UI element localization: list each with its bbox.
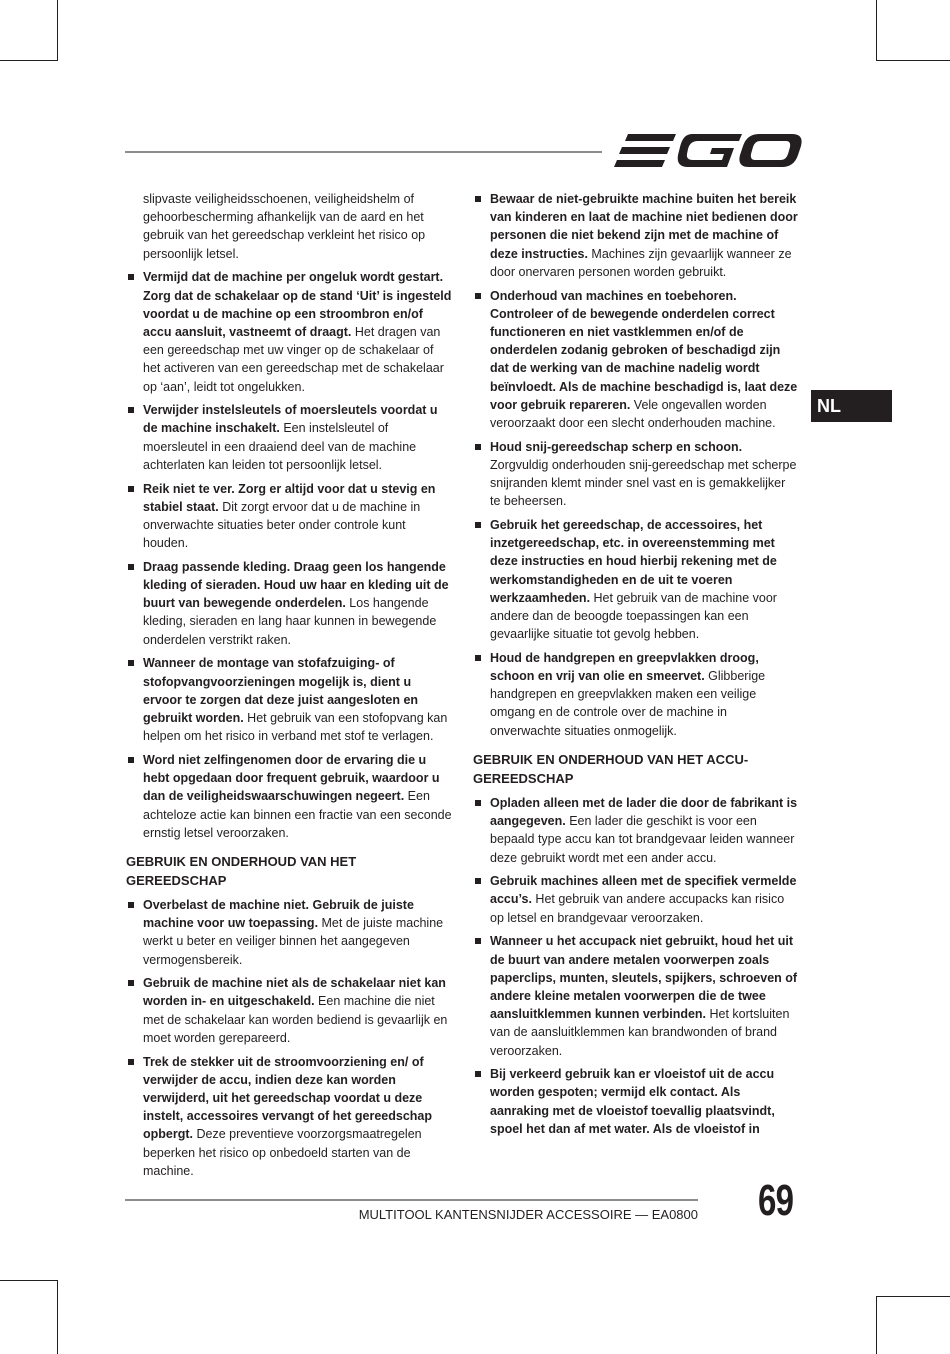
bullet-item	[473, 794, 799, 867]
footer-rule	[125, 1199, 698, 1201]
square-bullet-icon	[475, 800, 481, 806]
bullet-item	[473, 190, 799, 281]
crop-mark	[57, 0, 58, 60]
bullet-bold-text: Gebruik de machine niet als de schakelaar niet kan worden in- en uitgeschakeld.	[143, 976, 446, 1009]
bullet-item	[126, 558, 452, 649]
square-bullet-icon	[128, 757, 134, 763]
crop-mark	[57, 1280, 58, 1354]
square-bullet-icon	[475, 878, 481, 884]
bullet-text: Het gebruik van de machine voor andere dan de beoogde toepassingen kan een gevaarlijke situatie tot gevolg hebben.	[490, 590, 777, 642]
bullet-bold-text: Reik niet te ver. Zorg er altijd voor dat u stevig en stabiel staat.	[143, 481, 436, 514]
bullet-item	[473, 516, 799, 643]
bullet-text: Een machine die niet met de schakelaar kan worden bediend is gevaarlijk en moet worden gerepareerd.	[143, 994, 448, 1045]
ego-logo	[614, 128, 804, 172]
language-tab: NL	[811, 390, 892, 422]
bullet-item	[473, 438, 799, 511]
bullet-item	[126, 401, 452, 474]
bullet-bold-text: Gebruik het gereedschap, de accessoires, het inzetgereedschap, etc. in overeenstemming met deze instructies en houd hierbij rekening met de werkomstandigheden en de uit te voeren werkzaamheden.	[490, 517, 777, 605]
square-bullet-icon	[128, 1059, 134, 1065]
bullet-bold-text: Verwijder instelsleutels of moersleutels voordat u de machine inschakelt.	[143, 403, 438, 436]
bullet-item	[473, 649, 799, 740]
bullet-bold-text: Wanneer de montage van stofafzuiging- of stofopvangvoorzieningen mogelijk is, dient u ervoor te zorgen dat deze juist aangesloten en gebruikt worden.	[143, 656, 419, 725]
paragraph: slipvaste veiligheidsschoenen, veiligheidshelm of gehoorbescherming afhankelijk van de aard en het gebruik van het gereedschap verkleint het risico op persoonlijk letsel.	[143, 192, 426, 261]
square-bullet-icon	[475, 444, 481, 450]
bullet-item	[126, 654, 452, 745]
square-bullet-icon	[475, 293, 481, 299]
square-bullet-icon	[128, 980, 134, 986]
page-number: 69	[758, 1176, 794, 1225]
square-bullet-icon	[128, 564, 134, 570]
square-bullet-icon	[128, 660, 134, 666]
bullet-text: Het kortsluiten van de aansluitklemmen kan brandwonden of brand veroorzaken.	[490, 1007, 790, 1058]
bullet-item	[473, 1065, 799, 1138]
bullet-text: Met de juiste machine werkt u beter en veiliger binnen het aangegeven vermogensbereik.	[143, 916, 444, 967]
bullet-bold-text: Houd de handgrepen en greepvlakken droog, schoon en vrij van olie en smeervet.	[490, 650, 759, 684]
square-bullet-icon	[475, 196, 481, 202]
bullet-text: Een achteloze actie kan binnen een fractie van een seconde ernstig letsel veroorzaken.	[143, 789, 452, 840]
bullet-text: Deze preventieve voorzorgsmaatregelen beperken het risico op onbedoeld starten van de machine.	[143, 1127, 422, 1178]
bullet-bold-text: Bij verkeerd gebruik kan er vloeistof uit de accu worden gespoten; vermijd elk contact. Als aanraking met de vloeistof toevallig plaatsvindt, spoel het dan af met water. Als de vloeistof in	[490, 1067, 775, 1136]
bullet-text: Los hangende kleding, sieraden en lang haar kunnen in bewegende onderdelen verstrikt raken.	[143, 596, 437, 647]
bullet-bold-text: Houd snij-gereedschap scherp en schoon.	[490, 439, 743, 454]
crop-mark	[876, 1296, 950, 1297]
crop-mark	[876, 1296, 877, 1354]
bullet-text: Een instelsleutel of moersleutel in een draaiend deel van de machine achterlaten kan leiden tot persoonlijk letsel.	[143, 421, 417, 472]
square-bullet-icon	[128, 902, 134, 908]
square-bullet-icon	[475, 938, 481, 944]
header-rule	[125, 151, 602, 153]
section-heading: GEBRUIK EN ONDERHOUD VAN HET GEREEDSCHAP	[126, 853, 357, 888]
bullet-item	[126, 896, 452, 969]
left-column	[126, 190, 452, 1185]
bullet-bold-text: Opladen alleen met de lader die door de fabrikant is aangegeven.	[490, 795, 798, 829]
bullet-bold-text: Overbelast de machine niet. Gebruik de juiste machine voor uw toepassing.	[143, 897, 414, 931]
square-bullet-icon	[128, 486, 134, 492]
bullet-bold-text: Gebruik machines alleen met de specifiek vermelde accu’s.	[490, 874, 797, 907]
bullet-item	[126, 751, 452, 842]
bullet-text: Dit zorgt ervoor dat u de machine in onverwachte situaties beter onder controle kunt houden.	[143, 499, 421, 551]
bullet-item	[473, 872, 799, 927]
square-bullet-icon	[475, 655, 481, 661]
crop-mark	[0, 1280, 58, 1281]
bullet-item	[473, 287, 799, 433]
bullet-item	[473, 932, 799, 1059]
bullet-text: Het gebruik van een stofopvang kan helpen om het risico in verband met stof te verlagen.	[143, 710, 448, 744]
bullet-item	[126, 268, 452, 395]
bullet-item	[126, 1053, 452, 1180]
square-bullet-icon	[475, 522, 481, 528]
bullet-text: Het dragen van een gereedschap met uw vinger op de schakelaar of het activeren van een gereedschap met de schakelaar op ‘aan’, leidt tot ongelukken.	[143, 324, 444, 394]
bullet-bold-text: Onderhoud van machines en toebehoren. Controleer of de bewegende onderdelen correct functioneren en niet vastklemmen en/of de onderdelen zodanig gebroken of beschadigd zijn dat de werking van de machine nadelig wordt beïnvloedt. Als de machine beschadigd is, laat deze voor gebruik repareren.	[490, 288, 798, 412]
bullet-item	[126, 480, 452, 553]
bullet-bold-text: Word niet zelfingenomen door de ervaring die u hebt opgedaan door frequent gebruik, waardoor u dan de veiligheidswaarschuwingen negeert.	[143, 752, 440, 804]
bullet-text: Een lader die geschikt is voor een bepaald type accu kan tot brandgevaar leiden wanneer deze gebruikt wordt met een ander accu.	[490, 814, 795, 865]
section-heading: GEBRUIK EN ONDERHOUD VAN HET ACCU-GEREEDSCHAP	[473, 751, 749, 786]
crop-mark	[876, 0, 877, 60]
footer-title: MULTITOOL KANTENSNIJDER ACCESSOIRE — EA0800	[358, 1207, 698, 1222]
square-bullet-icon	[128, 274, 134, 280]
bullet-text: Machines zijn gevaarlijk wanneer ze door onervaren personen worden gebruikt.	[490, 246, 792, 279]
right-column	[473, 190, 799, 1144]
crop-mark	[876, 60, 950, 61]
bullet-text: Vele ongevallen worden veroorzaakt door een slecht onderhouden machine.	[490, 397, 776, 430]
square-bullet-icon	[128, 407, 134, 413]
bullet-text: Zorgvuldig onderhouden snij-gereedschap met scherpe snijranden klemt minder snel vast en is gemakkelijker te beheersen.	[490, 457, 797, 509]
bullet-bold-text: Draag passende kleding. Draag geen los hangende kleding of sieraden. Houd uw haar en kleding uit de buurt van bewegende onderdelen.	[143, 559, 449, 611]
bullet-bold-text: Vermijd dat de machine per ongeluk wordt gestart. Zorg dat de schakelaar op de stand ‘Uit’ is ingesteld voordat u de machine op een stroombron en/of accu aansluit, vastneemt of draagt.	[143, 270, 452, 339]
crop-mark	[0, 60, 58, 61]
bullet-bold-text: Bewaar de niet-gebruikte machine buiten het bereik van kinderen en laat de machine niet bedienen door personen die niet bekend zijn met de machine of deze instructies.	[490, 192, 798, 261]
bullet-item	[126, 974, 452, 1047]
bullet-text: Het gebruik van andere accupacks kan risico op letsel en brandgevaar veroorzaken.	[490, 892, 785, 925]
bullet-text: Glibberige handgrepen en greepvlakken maken een veilige omgang en de controle over de machine in onverwachte situaties onmogelijk.	[490, 669, 766, 738]
bullet-bold-text: Trek de stekker uit de stroomvoorziening en/ of verwijder de accu, indien deze kan worden verwijderd, uit het gereedschap voordat u deze instelt, accessoires vervangt of het gereedschap opbergt.	[143, 1054, 433, 1142]
square-bullet-icon	[475, 1071, 481, 1077]
bullet-bold-text: Wanneer u het accupack niet gebruikt, houd het uit de buurt van andere metalen voorwerpen zoals paperclips, munten, sleutels, spijkers, schroeven of andere kleine metalen voorwerpen die de twee aansluitklemmen kunnen verbinden.	[490, 934, 798, 1022]
